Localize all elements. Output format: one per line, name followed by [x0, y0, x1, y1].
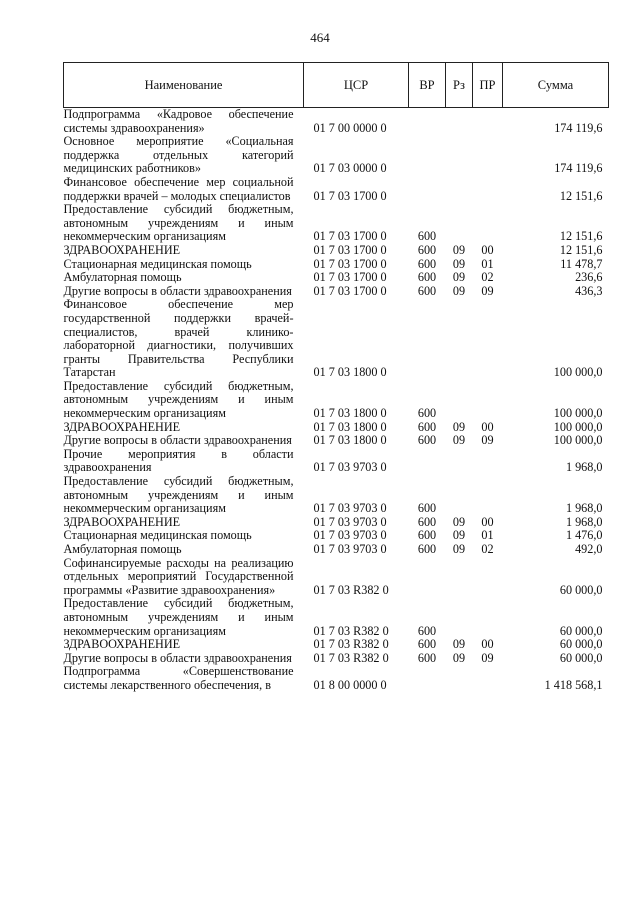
row-name: Предоставление субсидий бюджетным, автономным учреждениям и иным некоммерческим организациям [63, 596, 294, 638]
row-rz [446, 475, 473, 516]
row-name: Амбулаторная помощь [63, 542, 182, 556]
row-pr [473, 475, 503, 516]
row-rz [446, 108, 473, 136]
row-pr: 01 [481, 528, 494, 543]
row-csr: 01 7 03 R382 0 [313, 582, 389, 597]
row-vr: 600 [417, 256, 437, 271]
row-vr: 600 [417, 229, 437, 244]
row-sum: 60 000,0 [559, 623, 603, 638]
row-sum: 174 119,6 [554, 161, 603, 176]
table-row [64, 665, 609, 692]
table-header-row [64, 63, 609, 108]
row-csr: 01 7 03 0000 0 [313, 161, 387, 176]
row-sum: 12 151,6 [559, 188, 603, 203]
row-sum: 60 000,0 [559, 637, 603, 652]
row-sum: 436,3 [575, 283, 603, 298]
row-sum: 236,6 [575, 270, 603, 285]
row-vr [409, 557, 446, 598]
row-vr: 600 [417, 242, 437, 257]
row-csr: 01 7 03 9703 0 [313, 514, 387, 529]
row-pr: 09 [481, 433, 494, 448]
row-csr: 01 7 03 1800 0 [313, 365, 387, 380]
row-csr: 01 7 00 0000 0 [313, 120, 387, 135]
row-pr: 09 [481, 283, 494, 298]
row-csr: 01 7 03 1700 0 [313, 283, 387, 298]
row-pr [473, 665, 503, 692]
row-rz [446, 298, 473, 380]
row-rz [446, 557, 473, 598]
row-name: ЗДРАВООХРАНЕНИЕ [63, 637, 181, 652]
row-rz: 09 [452, 283, 466, 298]
row-vr: 600 [417, 650, 437, 665]
row-csr: 01 7 03 1800 0 [313, 433, 387, 448]
table-row [64, 176, 609, 203]
row-name: Другие вопросы в области здравоохранения [63, 650, 292, 665]
row-sum: 100 000,0 [553, 433, 603, 448]
row-name: Другие вопросы в области здравоохранения [63, 433, 292, 448]
table-row [64, 638, 609, 652]
row-name: Подпрограмма «Кадровое обеспечение системы здравоохранения» [63, 107, 294, 135]
row-pr: 00 [481, 514, 494, 529]
row-sum: 1 476,0 [565, 528, 603, 543]
row-pr [473, 298, 503, 380]
row-pr: 01 [481, 256, 494, 271]
row-pr: 02 [481, 270, 494, 285]
row-csr: 01 7 03 1700 0 [313, 188, 387, 203]
row-rz: 09 [452, 514, 466, 529]
row-pr [473, 557, 503, 598]
row-csr: 01 7 03 1700 0 [313, 229, 387, 244]
row-sum: 12 151,6 [559, 242, 603, 257]
table-row [64, 258, 609, 272]
row-name: Предоставление субсидий бюджетным, автономным учреждениям и иным некоммерческим организациям [63, 202, 294, 244]
row-name: Предоставление субсидий бюджетным, автономным учреждениям и иным некоммерческим организациям [63, 474, 294, 516]
row-rz [446, 203, 473, 244]
row-sum: 12 151,6 [559, 229, 603, 244]
row-rz: 09 [452, 419, 466, 434]
table-row [64, 597, 609, 638]
table-row [64, 529, 609, 543]
row-pr [473, 135, 503, 176]
row-rz: 09 [452, 256, 466, 271]
row-sum: 174 119,6 [554, 120, 603, 135]
row-pr: 00 [481, 242, 494, 257]
header-pr: ПР [473, 63, 503, 108]
row-name: Подпрограмма «Совершенствование системы лекарственного обеспечения, в [63, 664, 294, 692]
row-vr [409, 448, 446, 475]
table-row [64, 421, 609, 435]
table-row [64, 543, 609, 557]
row-name: ЗДРАВООХРАНЕНИЕ [63, 242, 181, 257]
table-body [64, 108, 609, 693]
row-sum: 1 418 568,1 [544, 677, 603, 692]
row-pr: 00 [481, 419, 494, 434]
row-vr: 600 [417, 270, 437, 285]
row-vr [409, 135, 446, 176]
row-pr: 09 [481, 650, 494, 665]
row-pr: 00 [481, 637, 494, 652]
row-pr [473, 380, 503, 421]
row-csr: 01 7 03 R382 0 [313, 637, 389, 652]
row-name: Стационарная медицинская помощь [63, 528, 252, 543]
row-name: Амбулаторная помощь [63, 270, 182, 285]
row-pr [473, 448, 503, 475]
header-sum: Сумма [503, 63, 609, 108]
row-name: Финансовое обеспечение мер государственной поддержки врачей-специалистов, врачей клинико-лабораторной диагностики, получивших гранты Правительства Республики Татарстан [63, 297, 294, 380]
row-vr: 600 [417, 433, 437, 448]
row-pr [473, 176, 503, 203]
row-vr: 600 [417, 637, 437, 652]
row-csr: 01 7 03 1800 0 [313, 406, 387, 421]
row-rz [446, 380, 473, 421]
row-vr: 600 [417, 542, 437, 556]
table-row [64, 244, 609, 258]
table-row [64, 271, 609, 285]
row-pr: 02 [481, 542, 494, 556]
row-name: Финансовое обеспечение мер социальной поддержки врачей – молодых специалистов [63, 174, 294, 203]
row-csr: 01 7 03 R382 0 [313, 650, 389, 665]
row-sum: 1 968,0 [565, 514, 603, 529]
row-sum: 100 000,0 [553, 419, 603, 434]
row-rz [446, 448, 473, 475]
table-row [64, 516, 609, 530]
row-csr: 01 7 03 1800 0 [313, 419, 387, 434]
row-name: Предоставление субсидий бюджетным, автономным учреждениям и иным некоммерческим организациям [63, 378, 294, 421]
row-sum: 492,0 [575, 542, 603, 556]
row-rz: 09 [452, 433, 466, 448]
row-sum: 60 000,0 [559, 650, 603, 665]
page-number: 464 [310, 30, 330, 45]
row-pr [473, 108, 503, 136]
row-sum: 1 968,0 [565, 460, 603, 475]
row-vr [409, 298, 446, 380]
table-row [64, 380, 609, 421]
row-rz: 09 [452, 242, 466, 257]
table-row [64, 475, 609, 516]
header-vr: ВР [409, 63, 446, 108]
row-rz: 09 [452, 637, 466, 652]
table-row [64, 108, 609, 136]
row-name: ЗДРАВООХРАНЕНИЕ [63, 514, 181, 529]
row-rz [446, 665, 473, 692]
row-csr: 01 7 03 1700 0 [313, 270, 387, 285]
row-vr: 600 [417, 514, 437, 529]
row-name: ЗДРАВООХРАНЕНИЕ [63, 419, 181, 434]
row-rz: 09 [452, 542, 466, 556]
row-sum: 1 968,0 [565, 501, 603, 516]
row-csr: 01 7 03 9703 0 [313, 542, 387, 556]
row-csr: 01 7 03 1700 0 [313, 242, 387, 257]
row-csr: 01 7 03 R382 0 [313, 623, 389, 638]
row-vr: 600 [417, 283, 437, 298]
row-csr: 01 7 03 9703 0 [313, 501, 387, 516]
row-csr: 01 7 03 9703 0 [313, 460, 387, 475]
row-vr [409, 108, 446, 136]
row-name: Основное мероприятие «Социальная поддержка отдельных категорий медицинских работников» [63, 134, 294, 176]
row-vr: 600 [417, 528, 437, 543]
row-vr: 600 [417, 406, 437, 421]
row-name: Софинансируемые расходы на реализацию отдельных мероприятий Государственной программы «Развитие здравоохранения» [63, 555, 294, 597]
table-row [64, 557, 609, 598]
row-sum: 100 000,0 [553, 406, 603, 421]
row-csr: 01 7 03 9703 0 [313, 528, 387, 543]
row-rz [446, 597, 473, 638]
table-row [64, 448, 609, 475]
row-rz: 09 [452, 650, 466, 665]
row-name: Другие вопросы в области здравоохранения [63, 283, 292, 298]
row-pr [473, 597, 503, 638]
table-row [64, 434, 609, 448]
row-vr: 600 [417, 419, 437, 434]
row-vr: 600 [417, 501, 437, 516]
row-csr: 01 7 03 1700 0 [313, 256, 387, 271]
table-row [64, 652, 609, 666]
header-csr: ЦСР [304, 63, 409, 108]
row-name: Прочие мероприятия в области здравоохранения [63, 446, 294, 475]
row-name: Стационарная медицинская помощь [63, 256, 252, 271]
row-csr: 01 8 00 0000 0 [313, 677, 387, 692]
header-rz: Рз [446, 63, 473, 108]
row-rz: 09 [452, 528, 466, 543]
row-rz [446, 135, 473, 176]
table-row [64, 285, 609, 299]
row-rz: 09 [452, 270, 466, 285]
row-sum: 11 478,7 [560, 256, 603, 271]
row-rz [446, 176, 473, 203]
row-vr [409, 665, 446, 692]
table-row [64, 203, 609, 244]
row-sum: 100 000,0 [553, 365, 603, 380]
table-row [64, 135, 609, 176]
row-sum: 60 000,0 [559, 582, 603, 597]
table-row [64, 298, 609, 380]
row-vr [409, 176, 446, 203]
row-vr: 600 [417, 623, 437, 638]
row-pr [473, 203, 503, 244]
budget-table [63, 62, 609, 693]
header-name: Наименование [64, 63, 304, 108]
